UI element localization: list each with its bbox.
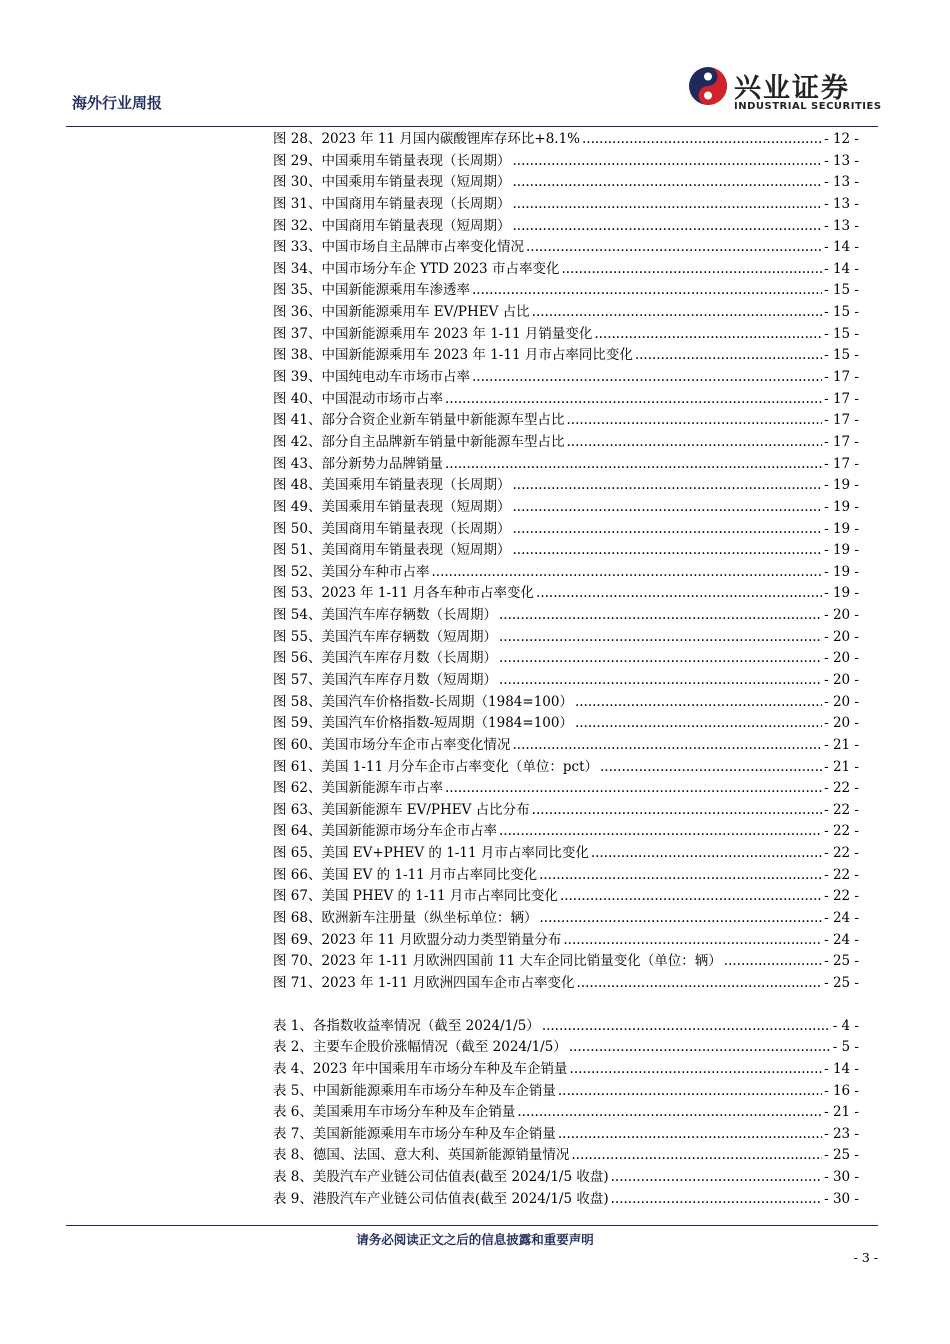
- dot-leader: [611, 1167, 822, 1189]
- figure-entry-page: - 20 -: [824, 693, 859, 710]
- figure-entry-label: 图 60、美国市场分车企市占率变化情况: [273, 736, 511, 753]
- figure-entry-label: 图 34、中国市场分车企 YTD 2023 市占率变化: [273, 260, 560, 277]
- figure-entry[interactable]: [273, 627, 859, 649]
- dot-leader: [724, 951, 822, 973]
- figure-entry-page: - 22 -: [824, 823, 859, 840]
- figure-entry-label: 图 54、美国汽车库存辆数（长周期）: [273, 607, 497, 624]
- logo-chinese-name: 兴业证券: [734, 73, 850, 104]
- figure-entry[interactable]: [273, 757, 859, 779]
- figure-entry-label: 图 58、美国汽车价格指数-长周期（1984=100）: [273, 693, 573, 710]
- dot-leader: [558, 1124, 822, 1146]
- figure-entry-page: - 15 -: [824, 347, 859, 364]
- figure-entry-label: 图 56、美国汽车库存月数（长周期）: [273, 650, 497, 667]
- figure-entry-label: 图 39、中国纯电动车市场市占率: [273, 369, 470, 386]
- figure-entry[interactable]: [273, 562, 859, 584]
- figure-entry-page: - 22 -: [824, 866, 859, 883]
- figure-entry[interactable]: [273, 973, 859, 995]
- dot-leader: [512, 194, 822, 216]
- table-entry[interactable]: [273, 1059, 859, 1081]
- figure-entry-label: 图 41、部分合资企业新车销量中新能源车型占比: [273, 412, 565, 429]
- figure-entry[interactable]: [273, 800, 859, 822]
- dot-leader: [563, 930, 822, 952]
- figure-entry[interactable]: [273, 583, 859, 605]
- figure-entry-page: - 12 -: [824, 130, 859, 147]
- figure-entry[interactable]: [273, 843, 859, 865]
- dot-leader: [577, 973, 823, 995]
- dot-leader: [611, 1189, 822, 1211]
- dot-leader: [526, 237, 822, 259]
- figure-entry-page: - 19 -: [824, 563, 859, 580]
- logo-mark-icon: [688, 66, 728, 106]
- figure-entry[interactable]: [273, 519, 859, 541]
- figure-entry[interactable]: [273, 886, 859, 908]
- table-entry-page: - 4 -: [832, 1017, 859, 1034]
- figure-entry[interactable]: [273, 475, 859, 497]
- table-entry[interactable]: [273, 1016, 859, 1038]
- dot-leader: [582, 129, 822, 151]
- dot-leader: [512, 151, 822, 173]
- figure-entry[interactable]: [273, 151, 859, 173]
- figure-entry[interactable]: [273, 648, 859, 670]
- figure-entry-page: - 13 -: [824, 217, 859, 234]
- table-entry[interactable]: [273, 1081, 859, 1103]
- figure-entry-page: - 15 -: [824, 304, 859, 321]
- figure-entry-label: 图 65、美国 EV+PHEV 的 1-11 月市占率同比变化: [273, 845, 589, 862]
- figure-entry-label: 图 67、美国 PHEV 的 1-11 月市占率同比变化: [273, 888, 558, 905]
- disclaimer-note: 请务必阅读正文之后的信息披露和重要声明: [356, 1232, 594, 1247]
- figure-entry[interactable]: [273, 432, 859, 454]
- figure-entry[interactable]: [273, 930, 859, 952]
- figure-entry-label: 图 55、美国汽车库存辆数（短周期）: [273, 628, 497, 645]
- figure-entry[interactable]: [273, 605, 859, 627]
- dot-leader: [472, 280, 822, 302]
- dot-leader: [431, 562, 822, 584]
- figure-entry[interactable]: [273, 216, 859, 238]
- dot-leader: [566, 410, 822, 432]
- figure-entry[interactable]: [273, 735, 859, 757]
- dot-leader: [499, 821, 822, 843]
- figure-entry[interactable]: [273, 389, 859, 411]
- figure-entry[interactable]: [273, 367, 859, 389]
- figure-entry-label: 图 29、中国乘用车销量表现（长周期）: [273, 152, 511, 169]
- figure-entry[interactable]: [273, 908, 859, 930]
- table-entry[interactable]: [273, 1167, 859, 1189]
- dot-leader: [532, 302, 822, 324]
- figure-entry[interactable]: [273, 497, 859, 519]
- figure-entry-page: - 13 -: [824, 195, 859, 212]
- table-entry-label: 表 7、美国新能源乘用车市场分车种及车企销量: [273, 1125, 556, 1142]
- dot-leader: [570, 1059, 823, 1081]
- figure-entry-label: 图 42、部分自主品牌新车销量中新能源车型占比: [273, 433, 565, 450]
- table-entry[interactable]: [273, 1189, 859, 1211]
- figure-entry-page: - 17 -: [824, 433, 859, 450]
- figure-entry-page: - 20 -: [824, 715, 859, 732]
- figure-entry-label: 图 30、中国乘用车销量表现（短周期）: [273, 174, 511, 191]
- dot-leader: [512, 540, 822, 562]
- figure-entry-page: - 15 -: [824, 325, 859, 342]
- figure-entry-page: - 15 -: [824, 282, 859, 299]
- figure-entry[interactable]: [273, 324, 859, 346]
- dot-leader: [512, 519, 822, 541]
- logo-english-name: INDUSTRIAL SECURITIES: [734, 101, 882, 112]
- figure-entry-page: - 13 -: [824, 174, 859, 191]
- figure-entry-label: 图 69、2023 年 11 月欧盟分动力类型销量分布: [273, 931, 562, 948]
- dot-leader: [512, 735, 822, 757]
- header-divider: [66, 126, 878, 127]
- dot-leader: [542, 1016, 831, 1038]
- table-of-contents: [273, 129, 859, 1210]
- figure-entry-label: 图 37、中国新能源乘用车 2023 年 1-11 月销量变化: [273, 325, 593, 342]
- dot-leader: [512, 475, 822, 497]
- table-entry[interactable]: [273, 1124, 859, 1146]
- dot-leader: [571, 1145, 822, 1167]
- dot-leader: [539, 865, 822, 887]
- figure-entry[interactable]: [273, 454, 859, 476]
- figure-entry[interactable]: [273, 345, 859, 367]
- dot-leader: [499, 648, 822, 670]
- figure-entry-page: - 19 -: [824, 542, 859, 559]
- figure-entry[interactable]: [273, 280, 859, 302]
- figure-entry-page: - 25 -: [824, 974, 859, 991]
- table-entry-page: - 21 -: [824, 1104, 859, 1121]
- table-entry-page: - 14 -: [824, 1060, 859, 1077]
- table-entry[interactable]: [273, 1037, 859, 1059]
- figure-entry-page: - 20 -: [824, 607, 859, 624]
- figure-entry-page: - 17 -: [824, 369, 859, 386]
- figure-entry-page: - 19 -: [824, 520, 859, 537]
- table-entry-label: 表 4、2023 年中国乘用车市场分车种及车企销量: [273, 1060, 568, 1077]
- figure-entry-label: 图 61、美国 1-11 月分车企市占率变化（单位：pct）: [273, 758, 599, 775]
- figure-entry-page: - 17 -: [824, 390, 859, 407]
- table-entry-page: - 30 -: [824, 1190, 859, 1207]
- dot-leader: [561, 259, 822, 281]
- figure-entry-label: 图 38、中国新能源乘用车 2023 年 1-11 月市占率同比变化: [273, 347, 633, 364]
- table-entry-page: - 5 -: [832, 1039, 859, 1056]
- figure-entry-page: - 22 -: [824, 845, 859, 862]
- figure-entry-page: - 17 -: [824, 455, 859, 472]
- figure-entry-page: - 21 -: [824, 758, 859, 775]
- dot-leader: [591, 843, 822, 865]
- figure-entry-page: - 13 -: [824, 152, 859, 169]
- dot-leader: [445, 389, 822, 411]
- figure-entry-page: - 22 -: [824, 801, 859, 818]
- figure-entry[interactable]: [273, 713, 859, 735]
- dot-leader: [445, 778, 822, 800]
- figure-entry-label: 图 66、美国 EV 的 1-11 月市占率同比变化: [273, 866, 538, 883]
- figure-entry[interactable]: [273, 692, 859, 714]
- figure-entry-label: 图 31、中国商用车销量表现（长周期）: [273, 195, 511, 212]
- figure-entry[interactable]: [273, 172, 859, 194]
- figure-entry-label: 图 28、2023 年 11 月国内碳酸锂库存环比+8.1%: [273, 130, 580, 147]
- footer-divider: [66, 1225, 878, 1226]
- figure-entry[interactable]: [273, 822, 859, 844]
- dot-leader: [539, 908, 822, 930]
- page-number: - 3 -: [853, 1250, 878, 1265]
- table-entry-page: - 30 -: [824, 1169, 859, 1186]
- dot-leader: [566, 432, 822, 454]
- dot-leader: [499, 605, 822, 627]
- table-entry-page: - 16 -: [824, 1082, 859, 1099]
- figure-entry[interactable]: [273, 302, 859, 324]
- dot-leader: [472, 367, 822, 389]
- figure-entry-page: - 19 -: [824, 477, 859, 494]
- figure-entry-page: - 24 -: [824, 931, 859, 948]
- figure-entry-page: - 19 -: [824, 498, 859, 515]
- figure-entry-label: 图 57、美国汽车库存月数（短周期）: [273, 672, 497, 688]
- dot-leader: [517, 1102, 822, 1124]
- figure-entry[interactable]: [273, 129, 859, 151]
- figure-entry-label: 图 50、美国商用车销量表现（长周期）: [273, 520, 511, 537]
- figure-entry-page: - 20 -: [824, 672, 859, 688]
- dot-leader: [575, 713, 822, 735]
- figure-entry-label: 图 70、2023 年 1-11 月欧洲四国前 11 大车企同比销量变化（单位：辆）: [273, 953, 722, 970]
- figure-entry-label: 图 63、美国新能源车 EV/PHEV 占比分布: [273, 801, 530, 818]
- figure-entry-label: 图 64、美国新能源市场分车企市占率: [273, 823, 497, 840]
- figure-entry[interactable]: [273, 540, 859, 562]
- figure-entry[interactable]: [273, 865, 859, 887]
- dot-leader: [512, 172, 822, 194]
- dot-leader: [600, 757, 822, 779]
- figure-entry-label: 图 49、美国乘用车销量表现（短周期）: [273, 498, 511, 515]
- report-type-title: 海外行业周报: [72, 94, 163, 112]
- dot-leader: [558, 1081, 822, 1103]
- dot-leader: [594, 324, 822, 346]
- dot-leader: [512, 216, 822, 238]
- figure-entry-label: 图 33、中国市场自主品牌市占率变化情况: [273, 239, 524, 256]
- table-entry-label: 表 8、德国、法国、意大利、英国新能源销量情况: [273, 1147, 570, 1164]
- figure-entry[interactable]: [273, 237, 859, 259]
- figure-entry-label: 图 36、中国新能源乘用车 EV/PHEV 占比: [273, 304, 530, 321]
- table-entry-label: 表 9、港股汽车产业链公司估值表(截至 2024/1/5 收盘): [273, 1190, 609, 1207]
- figure-entry-label: 图 35、中国新能源乘用车渗透率: [273, 282, 470, 299]
- dot-leader: [512, 497, 822, 519]
- figure-entry-page: - 19 -: [824, 585, 859, 602]
- figure-entry-page: - 20 -: [824, 628, 859, 645]
- dot-leader: [635, 345, 822, 367]
- table-entry[interactable]: [273, 1102, 859, 1124]
- table-entry-page: - 25 -: [824, 1147, 859, 1164]
- figure-entry-label: 图 32、中国商用车销量表现（短周期）: [273, 217, 511, 234]
- figure-entry[interactable]: [273, 778, 859, 800]
- table-entry-label: 表 6、美国乘用车市场分车种及车企销量: [273, 1104, 516, 1121]
- table-entry[interactable]: [273, 1145, 859, 1167]
- figure-entry-page: - 20 -: [824, 650, 859, 667]
- figure-entry-label: 图 40、中国混动市场市占率: [273, 390, 443, 407]
- figure-entry[interactable]: [273, 259, 859, 281]
- figure-entry-page: - 14 -: [824, 260, 859, 277]
- dot-leader: [532, 800, 822, 822]
- figure-entry-label: 图 48、美国乘用车销量表现（长周期）: [273, 477, 511, 494]
- dot-leader: [569, 1037, 831, 1059]
- dot-leader: [499, 627, 822, 649]
- table-entry-label: 表 5、中国新能源乘用车市场分车种及车企销量: [273, 1082, 556, 1099]
- dot-leader: [575, 692, 822, 714]
- figure-entry-label: 图 68、欧洲新车注册量（纵坐标单位：辆）: [273, 910, 538, 927]
- figure-entry-label: 图 71、2023 年 1-11 月欧洲四国车企市占率变化: [273, 974, 575, 991]
- figure-entry-label: 图 62、美国新能源车市占率: [273, 780, 443, 797]
- table-entry-label: 表 1、各指数收益率情况（截至 2024/1/5）: [273, 1017, 540, 1034]
- table-entry-page: - 23 -: [824, 1125, 859, 1142]
- figure-entry[interactable]: [273, 194, 859, 216]
- figure-entry-page: - 25 -: [824, 953, 859, 970]
- figure-entry-page: - 22 -: [824, 780, 859, 797]
- dot-leader: [560, 886, 822, 908]
- dot-leader: [536, 583, 822, 605]
- figure-entry-label: 图 43、部分新势力品牌销量: [273, 455, 443, 472]
- table-entry-label: 表 8、美股汽车产业链公司估值表(截至 2024/1/5 收盘): [273, 1169, 609, 1186]
- section-spacer: [273, 995, 859, 1016]
- table-entry-label: 表 2、主要车企股价涨幅情况（截至 2024/1/5）: [273, 1039, 567, 1056]
- figure-entry-page: - 22 -: [824, 888, 859, 905]
- figure-entry-page: - 24 -: [824, 910, 859, 927]
- figure-entry[interactable]: [273, 951, 859, 973]
- figure-entry[interactable]: [273, 410, 859, 432]
- figure-entry[interactable]: [273, 670, 859, 692]
- figure-entry-page: - 21 -: [824, 736, 859, 753]
- figure-entry-label: 图 53、2023 年 1-11 月各车种市占率变化: [273, 585, 535, 602]
- dot-leader: [445, 454, 822, 476]
- dot-leader: [499, 670, 822, 692]
- figure-entry-label: 图 51、美国商用车销量表现（短周期）: [273, 542, 511, 559]
- company-logo: [688, 66, 888, 116]
- figure-entry-label: 图 52、美国分车种市占率: [273, 563, 430, 580]
- figure-entry-page: - 17 -: [824, 412, 859, 429]
- figure-entry-page: - 14 -: [824, 239, 859, 256]
- figure-entry-label: 图 59、美国汽车价格指数-短周期（1984=100）: [273, 715, 573, 732]
